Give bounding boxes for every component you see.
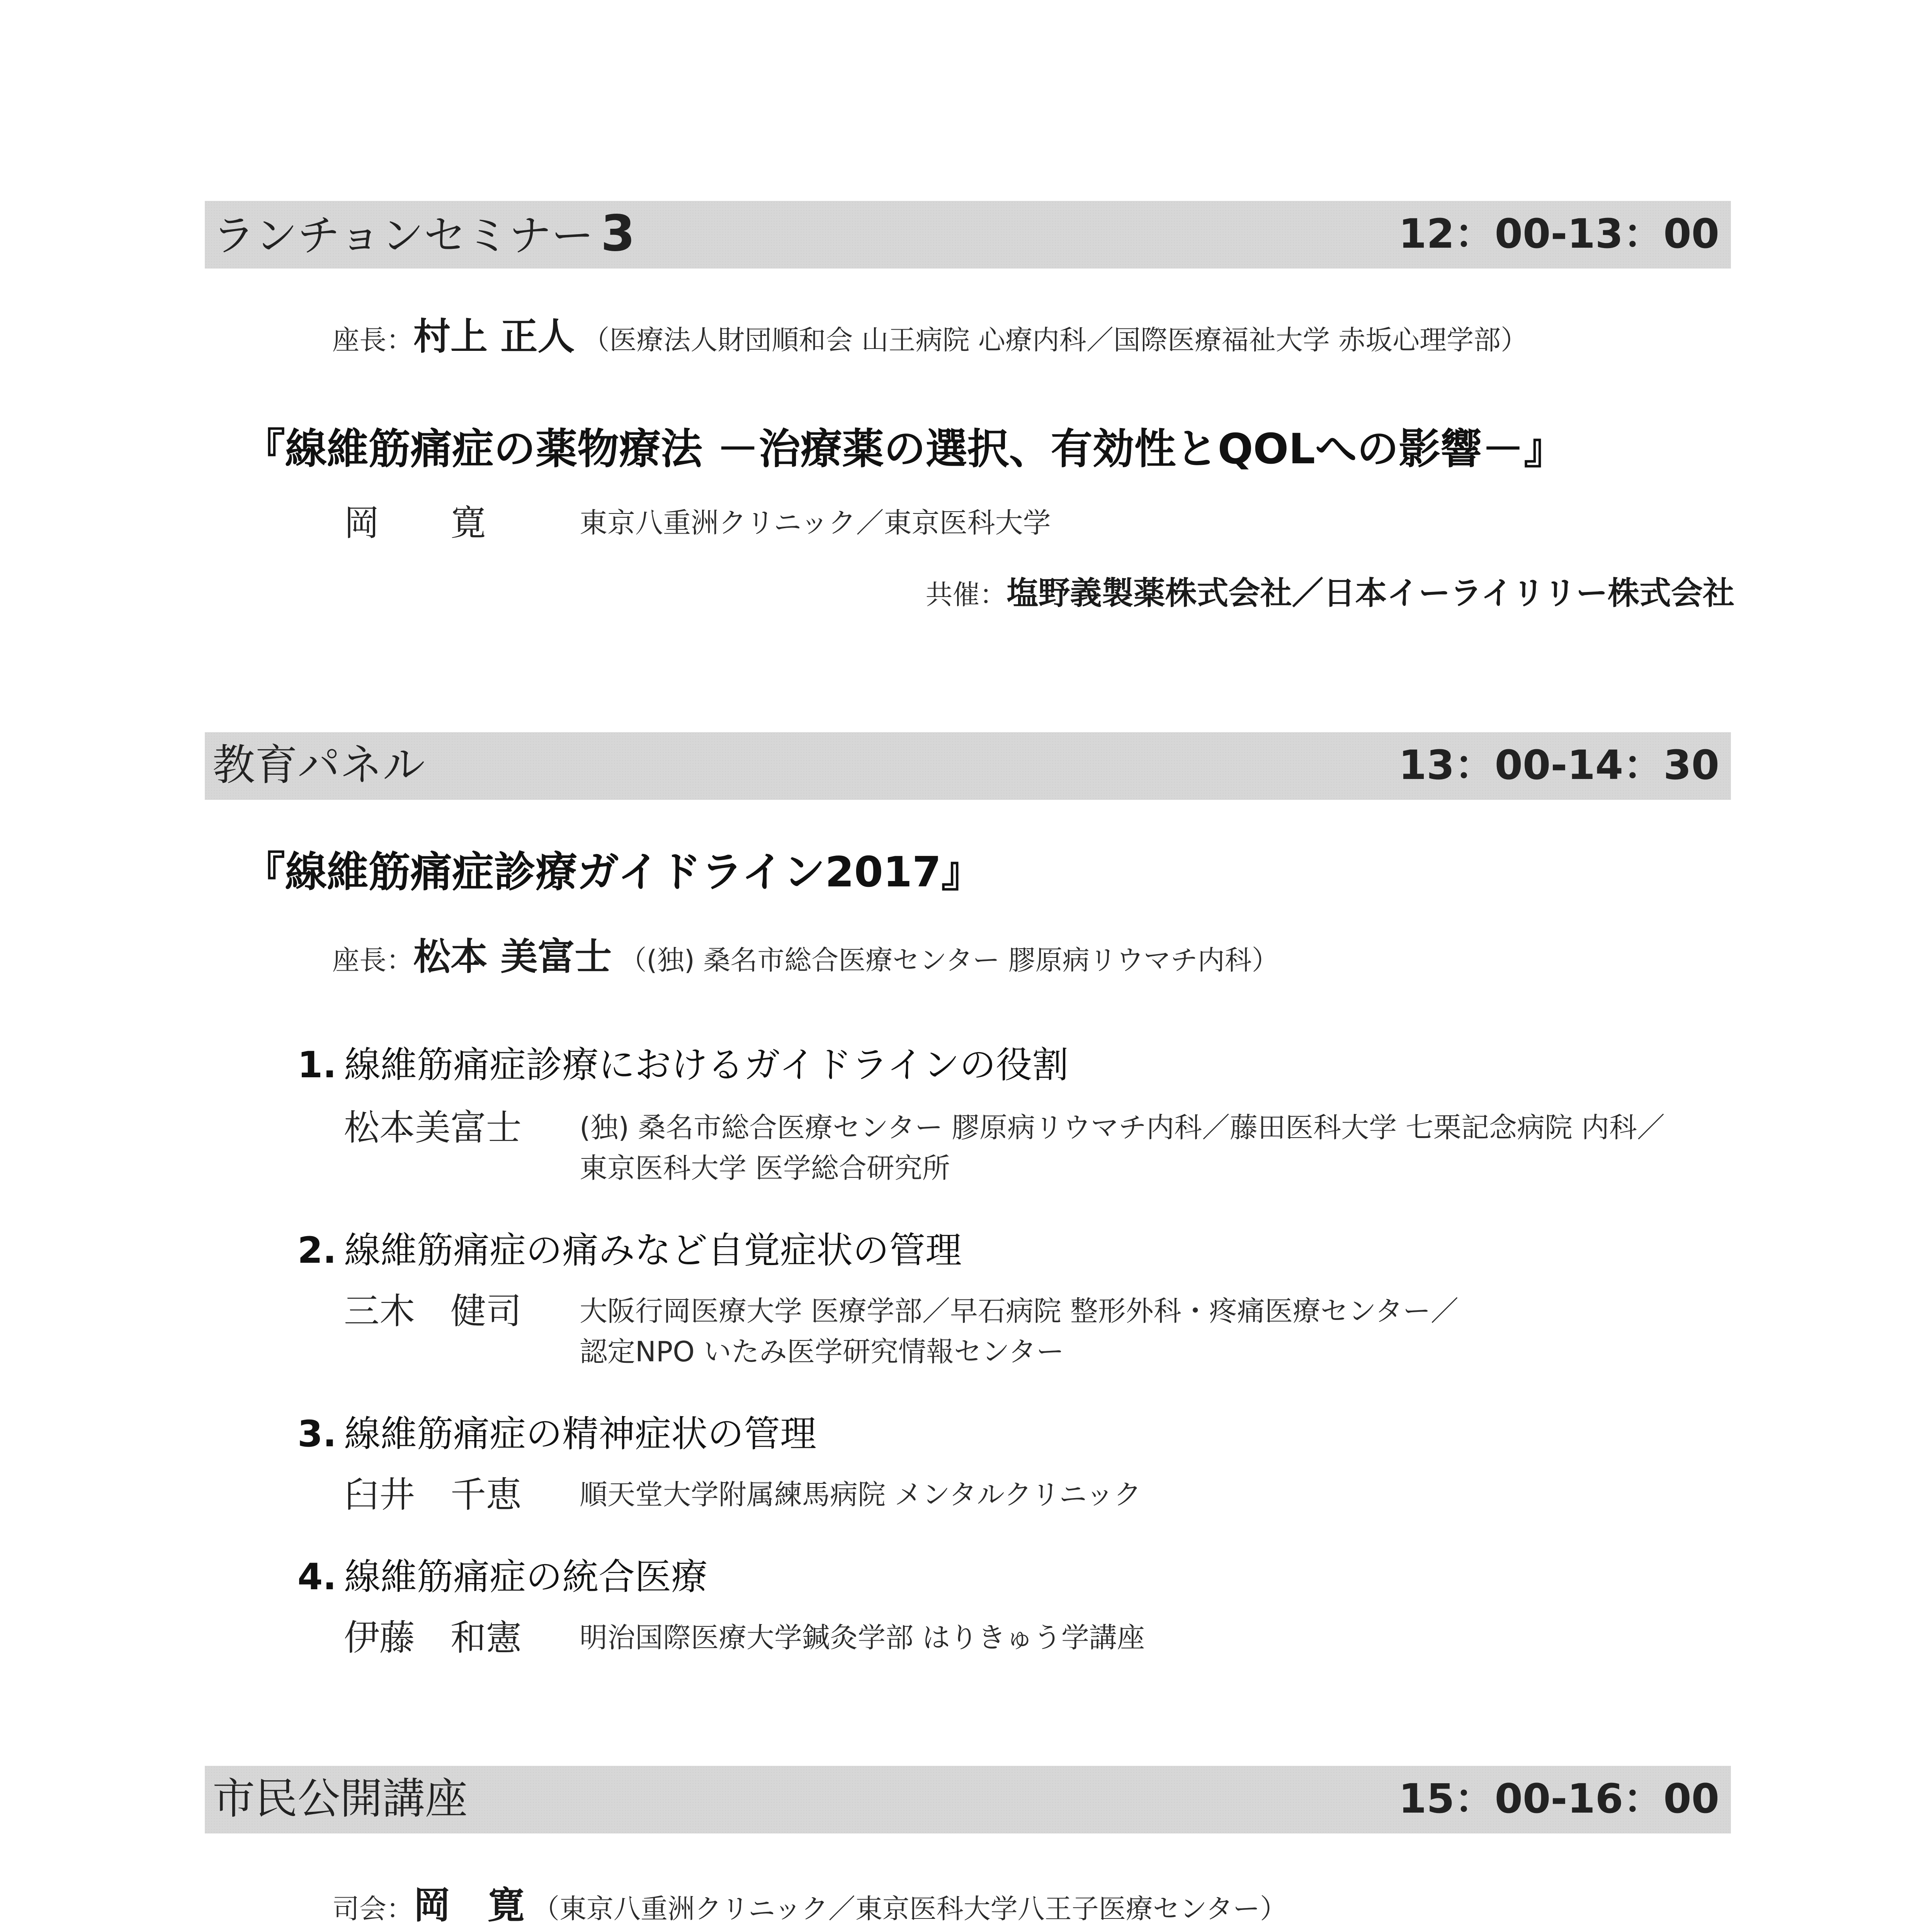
- sponsor-label: 共催：: [925, 579, 1007, 611]
- chair-name: 松本 美富士: [413, 935, 612, 978]
- item-affiliation: 大阪行岡医療大学 医療学部／早石病院 整形外科・疼痛医療センター／: [580, 1295, 1459, 1327]
- speaker-affiliation: 東京八重洲クリニック／東京医科大学: [580, 507, 1051, 539]
- mc-line: [332, 1876, 1287, 1929]
- section-header-panel: [205, 732, 1731, 800]
- chair-line: [332, 927, 1279, 980]
- section-time: 13：00-14：30: [1398, 742, 1719, 789]
- mc-label: 司会：: [332, 1893, 413, 1925]
- chair-line: [332, 307, 1528, 360]
- mc-affiliation: （東京八重洲クリニック／東京医科大学八王子医療センター）: [532, 1893, 1287, 1925]
- chair-affiliation: （医療法人財団順和会 山王病院 心療内科／国際医療福祉大学 赤坂心理学部）: [582, 324, 1528, 356]
- item-person: 伊藤 和憲: [344, 1617, 522, 1658]
- section-header-luncheon: [205, 201, 1731, 269]
- section-title-text: ランチョンセミナー: [213, 211, 594, 260]
- item-number: 2.: [298, 1230, 337, 1272]
- panel-item-title: [298, 1405, 816, 1457]
- item-number: 4.: [298, 1556, 337, 1598]
- sponsor-names: 塩野義製薬株式会社／日本イーライリリー株式会社: [1006, 575, 1734, 612]
- chair-label: 座長：: [332, 324, 413, 356]
- item-person: 臼井 千恵: [344, 1474, 522, 1515]
- sponsor-line: [925, 568, 1734, 613]
- chair-label: 座長：: [332, 944, 413, 976]
- item-number: 1.: [298, 1044, 337, 1086]
- mc-name: 岡 寛: [413, 1884, 525, 1927]
- talk-title: 『線維筋痛症の薬物療法 －治療薬の選択、有効性とQOLへの影響－』: [243, 425, 1566, 473]
- speaker-line: [344, 495, 486, 546]
- item-title-text: 線維筋痛症の痛みなど自覚症状の管理: [344, 1230, 962, 1272]
- panel-item-title: [298, 1036, 1069, 1088]
- item-person: 松本美富士: [344, 1107, 522, 1148]
- panel-item-title: [298, 1221, 962, 1273]
- section-title: 教育パネル: [213, 740, 425, 790]
- item-affiliation-cont: 東京医科大学 医学総合研究所: [580, 1152, 950, 1184]
- panel-item-title: [298, 1548, 707, 1600]
- section-header-public: [205, 1766, 1731, 1833]
- item-person: 三木 健司: [344, 1291, 522, 1332]
- speaker-name: 岡 寛: [344, 502, 486, 544]
- item-title-text: 線維筋痛症の精神症状の管理: [344, 1413, 817, 1455]
- section-title: 市民公開講座: [213, 1774, 468, 1823]
- item-affiliation-cont: 認定NPO いたみ医学研究情報センター: [580, 1335, 1064, 1368]
- item-title-text: 線維筋痛症診療におけるガイドラインの役割: [344, 1044, 1069, 1086]
- section-time: 15：00-16：00: [1398, 1775, 1719, 1822]
- panel-main-title: 『線維筋痛症診療ガイドライン2017』: [243, 848, 983, 896]
- item-affiliation: 明治国際医療大学鍼灸学部 はりきゅう学講座: [580, 1621, 1145, 1654]
- item-affiliation: 順天堂大学附属練馬病院 メンタルクリニック: [580, 1478, 1142, 1511]
- chair-affiliation: （(独) 桑名市総合医療センター 膠原病リウマチ内科）: [619, 944, 1279, 976]
- item-title-text: 線維筋痛症の統合医療: [344, 1556, 708, 1598]
- item-affiliation: (独) 桑名市総合医療センター 膠原病リウマチ内科／藤田医科大学 七栗記念病院 内科／: [580, 1111, 1665, 1144]
- section-title: [213, 205, 635, 265]
- chair-name: 村上 正人: [413, 315, 575, 358]
- seminar-number: 3: [600, 205, 635, 262]
- item-number: 3.: [298, 1413, 337, 1455]
- section-time: 12：00-13：00: [1398, 210, 1719, 257]
